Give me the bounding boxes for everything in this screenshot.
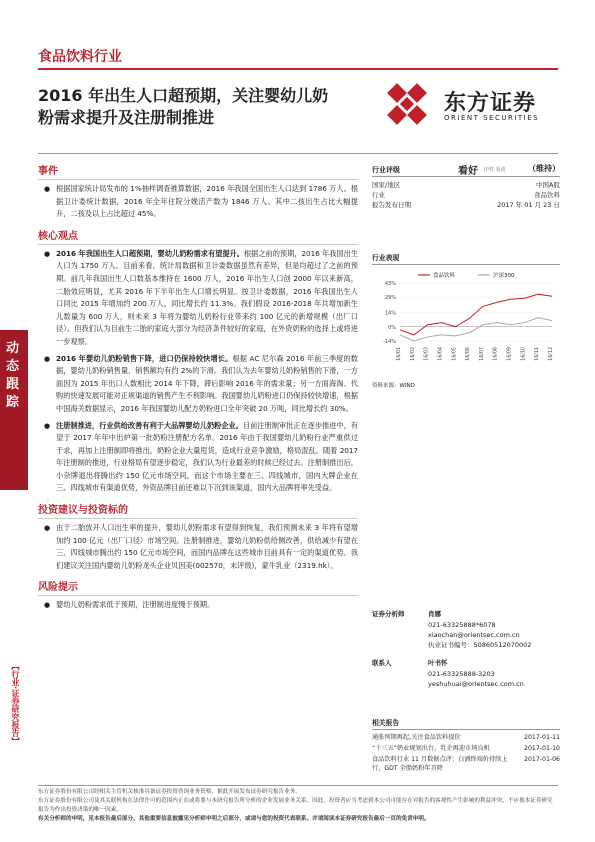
related-report-date: 2017-01-06 xyxy=(524,756,560,763)
legend-label-b: 沪深300 xyxy=(493,273,515,279)
logo-text-en: ORIENT SECURITIES xyxy=(444,114,540,122)
invest-text: 由于二胎放开人口出生率的提升，婴幼儿奶粉需求有望得到恢复，我们预测未来 3 年将有望增加约 100 亿元（出厂口径）市场空间。注册制推进，婴幼儿奶粉供给侧改善，供给减少有望在三、四线城市腾出约 150 亿元市场空间，而国内品牌在这些城市目前具有一定的渠道优势。我们建议关注国内婴幼儿奶粉龙头企业贝因美(002570，未评级)，蒙牛乳业（2319.hk）。 xyxy=(56,523,358,570)
rating-detail-value: 食品饮料 xyxy=(534,191,560,199)
report-title xyxy=(38,85,368,129)
x-tick-label: 16/11 xyxy=(535,347,541,361)
related-report-item[interactable] xyxy=(372,744,560,753)
invest-heading: 投资建议与投资标的 xyxy=(38,501,358,519)
footer-line-2: 东方证券股份有限公司及其关联机构在法律许可的范围内正在或将要与本研究报告所分析的企业发展业务关系。因此，投资者应当考虑到本公司可能存在对报告的客观性产生影响的利益冲突，不应视本证券研究报告为作出投资决策的唯一因素。 xyxy=(38,798,553,813)
related-report-title[interactable]: 食品饮料行业 11 月数据点评：白酒终端价持续上行，GDT 全脂奶粉年首降 xyxy=(372,756,508,772)
analyst-title-2: 联系人 xyxy=(372,659,392,667)
rating-value: 看好 xyxy=(458,166,478,177)
y-tick-label: -14% xyxy=(383,339,396,345)
sidebar-tag-label: 动态跟踪 xyxy=(6,341,20,410)
analyst-email-1: xiaochan@orientsec.com.cn xyxy=(428,631,520,639)
x-tick-label: 16/03 xyxy=(424,347,430,361)
logo-text-cn: 东方证券 xyxy=(444,91,537,116)
perf-heading: 行业表现 xyxy=(372,252,560,265)
sidebar-vertical-tag xyxy=(2,662,28,772)
sidebar-tag xyxy=(0,330,28,490)
related-heading: 相关报告 xyxy=(372,717,560,730)
x-tick-label: 16/02 xyxy=(410,347,416,361)
related-report-title[interactable]: “十三五”奶业规划出台，乳企再迎市场良机 xyxy=(372,745,490,752)
rating-detail-row xyxy=(372,200,560,210)
risk-text: 婴幼儿奶粉需求低于预期，注册制进度慢于预期。 xyxy=(56,600,215,610)
analyst-name-2: 叶书怀 xyxy=(428,659,448,667)
core-p2-bold: 2016 年婴幼儿奶粉销售下降，进口仍保持较快增长。 xyxy=(56,353,233,363)
industry-label: 食品饮料行业 xyxy=(38,49,122,65)
rating-row xyxy=(372,162,560,177)
title-line-1: 2016 年出生人口超预期，关注婴幼儿奶 xyxy=(38,86,329,105)
analyst-contact-1 xyxy=(428,620,560,650)
x-tick-label: 16/08 xyxy=(493,347,499,361)
event-heading: 事件 xyxy=(38,162,358,180)
bullet-icon: ● xyxy=(44,601,51,610)
analyst-row-1 xyxy=(372,609,560,620)
x-tick-label: 16/01 xyxy=(397,347,402,361)
core-paragraph-1 xyxy=(38,248,358,349)
analyst-contact-2 xyxy=(428,669,560,689)
related-list xyxy=(372,733,560,773)
rating-detail-row xyxy=(372,180,560,190)
core-p3-text: 目前注册制审批正在逐步推进中，有望于 2017 年年中出炉第一批奶粉注册配方名单。2016 年由于我国婴幼儿奶粉行业严重供过于求，再加上注册制即将推出，奶粉企业大量甩货，造成行业竞争激励，格局混乱。随着 2017 年注册制的推进，行业格局有望逐步稳定，我们认为行业最差的时候已经过去。注册制推出后，小杂牌退出将腾出约 150 亿元市场空间。而这个市场主要在三、四线城市，国内大牌企业在三、四线城市有渠道优势，外资品牌目前还难以下沉到该渠道，国内大品牌将率先受益。 xyxy=(56,420,358,493)
core-p3-bold: 注册制推进，行业供给改善有利于大品牌婴幼儿奶粉企业。 xyxy=(56,420,243,430)
core-paragraph-3 xyxy=(38,420,358,496)
rating-details xyxy=(372,180,560,210)
rating-status: （维持） xyxy=(528,164,560,173)
title-line-2: 粉需求提升及注册制推进 xyxy=(38,108,215,127)
event-paragraph xyxy=(38,183,358,221)
legend-label-a: 食品饮料 xyxy=(433,273,456,279)
related-report-item[interactable] xyxy=(372,733,560,742)
rating-detail-key: 行业 xyxy=(372,191,385,199)
top-rule xyxy=(38,68,558,70)
analyst-name-1: 肖娜 xyxy=(428,610,441,618)
info-column xyxy=(372,162,560,775)
chart-svg xyxy=(372,269,560,379)
rating-detail-value: 2017 年 01 月 23 日 xyxy=(497,201,560,209)
performance-chart xyxy=(372,269,560,379)
analyst-phone-2: 021-63325888-3203 xyxy=(428,670,495,678)
sidebar-vertical-label: 【行业·证券研究报告】 xyxy=(11,662,20,746)
analyst-title-1: 证券分析师 xyxy=(372,610,405,618)
rating-detail-key: 国家/地区 xyxy=(372,181,401,189)
x-tick-label: 16/10 xyxy=(521,347,527,361)
logo-mark-icon xyxy=(382,82,434,132)
rating-scale: 中性 看淡 xyxy=(484,167,506,173)
event-text: 根据国家统计局发布的 1%抽样调查推算数据，2016 年我国全国出生人口达到 1786 万人。根据卫计委统计数据，2016 年全年住院分娩活产数为 1846 万人。其中二孩出生占比大幅提升，二孩及以上占比超过 45%。 xyxy=(56,184,358,219)
x-tick-label: 16/05 xyxy=(452,347,458,361)
risk-paragraph xyxy=(38,599,358,612)
analyst-block xyxy=(372,609,560,689)
core-p1-text: 根据之前的预期，2016 年我国出生人口为 1750 万人。目前来看，统计局数据和卫计委数据虽然有差异，但是均超过了之前的预期。前几年我国出生人口数基本维持在 1600 万人，2016 年出生人口创 2000 年以来新高，二胎效应明显，尤其 2016 年下半年出生人口增长明显。按卫计委数据，2016 年我国出生人口同比 2015 年增加约 200 万人，同比增长约 11.3%。我们假设 2016-2018 年共增加新生儿数量为 600 万人，则未来 3 年将为婴幼儿奶粉行业带来约 100 亿元的新增规模（出厂口径）。但我们认为目前生二胎的家庭大部分为经济条件较好的家庭，在外资奶粉的选择上或将进一步观察。 xyxy=(56,248,359,346)
related-report-date: 2017-01-11 xyxy=(524,734,560,741)
chart-source: 资料来源：WIND xyxy=(372,383,415,389)
related-report-title[interactable]: 通胀预期再起,关注食品饮料提价 xyxy=(372,734,461,741)
y-tick-label: 29% xyxy=(384,295,396,302)
risk-heading: 风险提示 xyxy=(38,578,358,596)
y-tick-label: 0% xyxy=(388,324,396,331)
bullet-icon: ● xyxy=(44,354,51,363)
bullet-icon: ● xyxy=(44,421,51,430)
rating-detail-value: 中国A股 xyxy=(536,181,560,189)
analyst-cert-1: 执业证书编号：S0860512070002 xyxy=(428,641,532,649)
bullet-icon: ● xyxy=(44,524,51,533)
core-p1-bold: 2016 年我国出生人口超预期，婴幼儿奶粉需求有望提升。 xyxy=(56,248,244,258)
x-tick-label: 16/09 xyxy=(507,347,513,361)
analyst-row-2 xyxy=(372,658,560,669)
main-column xyxy=(38,162,358,616)
x-tick-label: 16/07 xyxy=(479,347,485,361)
orient-securities-logo xyxy=(382,82,562,132)
footer-line-1: 东方证券股份有限公司经相关主管机关核准具备证券投资咨询业务资格，据此开展发布证券研究报告业务。 xyxy=(38,789,301,795)
bullet-icon: ● xyxy=(44,185,51,193)
x-tick-label: 16/06 xyxy=(466,347,472,361)
footer-rule xyxy=(38,785,558,786)
core-paragraph-2 xyxy=(38,353,358,416)
core-p2-text: 根据 AC 尼尔森 2016 年前三季度的数据，婴幼儿奶粉销售量，销售额均有约 2%的下滑。我们认为去年婴幼儿奶粉销售的下滑，一方面因为 2015 年出口人数相比 2014 年下降，滞后影响 2016 年的需求量；另一方面海淘、代购的快速发展可能对正规渠道的销售产生不利影响。我国婴幼儿奶粉进口仍保持较快增速，根据中国海关数据显示，2016 年我国婴幼儿配方奶粉进口全年突破 20 万吨，同比增长约 30%。 xyxy=(56,353,358,413)
series-line-csi300 xyxy=(400,318,552,341)
rating-detail-key: 报告发布日期 xyxy=(372,201,411,209)
footer-line-3: 有关分析师的申明，见本报告最后部分。其他重要信息披露见分析师申明之后部分，或请与您的投资代表联系。并请阅读本证券研究报告最后一页的免责申明。 xyxy=(38,816,430,822)
related-report-date: 2017-01-10 xyxy=(524,745,560,752)
disclaimer-footer xyxy=(38,788,558,824)
bullet-icon: ● xyxy=(44,249,51,258)
y-tick-label: 14% xyxy=(384,310,396,317)
x-tick-label: 16/12 xyxy=(549,347,554,361)
invest-paragraph xyxy=(38,522,358,572)
x-tick-label: 16/04 xyxy=(438,347,444,361)
y-tick-label: 43% xyxy=(384,281,396,287)
rating-label: 行业评级 xyxy=(372,166,400,174)
analyst-email-2: yeshuhuai@orientsec.com.cn xyxy=(428,680,524,688)
analyst-phone-1: 021-63325888*6078 xyxy=(428,621,496,629)
rating-detail-row xyxy=(372,190,560,200)
related-report-item[interactable] xyxy=(372,755,560,773)
core-heading: 核心观点 xyxy=(38,227,358,245)
divider xyxy=(38,153,558,154)
